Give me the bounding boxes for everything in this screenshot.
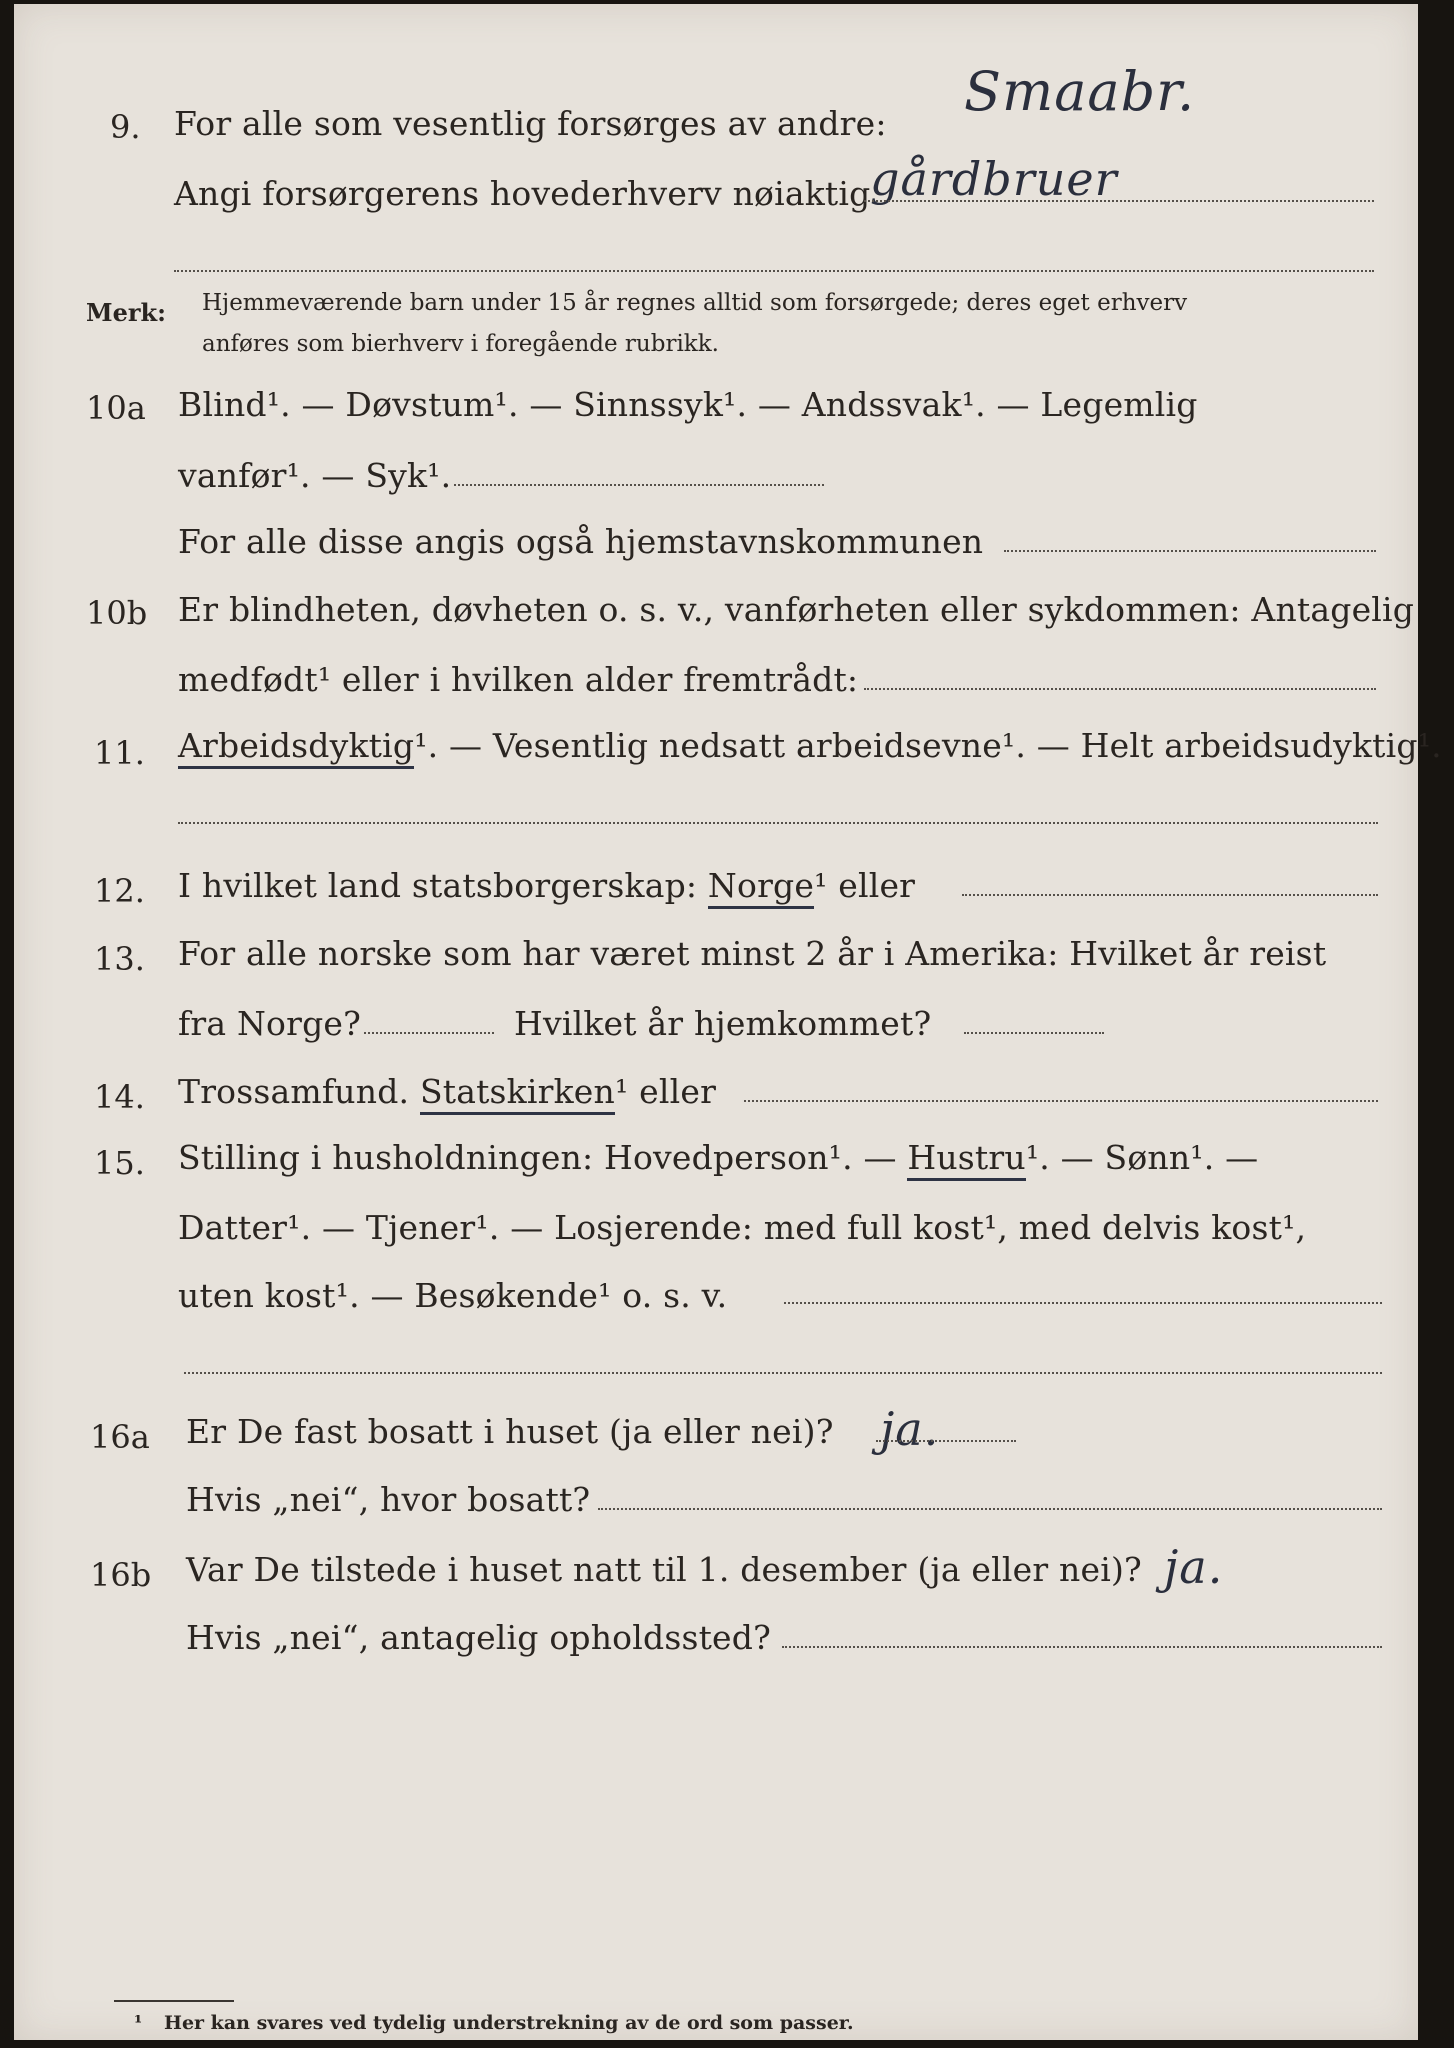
q10a-kommune-answer-line[interactable] — [1004, 550, 1376, 552]
q11-number: 11. — [94, 734, 145, 772]
q9-handwritten-note: Smaabr. — [964, 60, 1196, 123]
q9-answer-line[interactable] — [864, 200, 1374, 202]
q10b-number: 10b — [86, 594, 148, 632]
q12-post: ¹ eller — [814, 866, 916, 905]
q14-answer-line[interactable] — [744, 1100, 1378, 1102]
q9-question-line2: Angi forsørgerens hovederhverv nøiaktig — [174, 174, 871, 213]
q10a-syk-answer-line[interactable] — [454, 484, 824, 486]
q15-number: 15. — [94, 1144, 145, 1182]
merk-text-line2: anføres som bierhverv i foregående rubrikk. — [202, 331, 719, 357]
q14-underlined-option[interactable]: Statskirken — [420, 1072, 615, 1115]
q9-number: 9. — [110, 108, 141, 146]
q16b-opholdssted-answer-line[interactable] — [782, 1646, 1382, 1648]
q9-answer-line-2[interactable] — [174, 270, 1374, 272]
q15-line1a: Stilling i husholdningen: Hovedperson¹. — — [178, 1138, 897, 1177]
q13-hjemkommet-answer-line[interactable] — [964, 1032, 1104, 1034]
q15-underlined-option[interactable]: Hustru — [907, 1138, 1025, 1181]
merk-label: Merk: — [86, 298, 166, 327]
q15-line3: uten kost¹. — Besøkende¹ o. s. v. — [178, 1276, 728, 1315]
q9-question-line1: For alle som vesentlig forsørges av andre: — [174, 104, 887, 143]
q12-underlined-option[interactable]: Norge — [708, 866, 814, 909]
q15-line2: Datter¹. — Tjener¹. — Losjerende: med full kost¹, med delvis kost¹, — [178, 1208, 1307, 1247]
q10b-answer-line[interactable] — [864, 688, 1376, 690]
q11-underlined-option[interactable]: Arbeidsdyktig — [178, 726, 414, 769]
q10a-line2: vanfør¹. — Syk¹. — [178, 456, 452, 495]
q14-line — [178, 1072, 716, 1111]
q16a-line2: Hvis „nei“, hvor bosatt? — [186, 1480, 591, 1519]
q16a-line1: Er De fast bosatt i huset (ja eller nei)? — [186, 1412, 834, 1451]
q16a-answer-line[interactable] — [876, 1440, 1016, 1442]
q13-line2a: fra Norge? — [178, 1004, 362, 1043]
q12-line — [178, 866, 915, 905]
q16b-handwritten-answer: ja. — [1164, 1540, 1224, 1594]
q14-post: ¹ eller — [614, 1072, 717, 1111]
q15-line1b: ¹. — Sønn¹. — — [1025, 1138, 1259, 1177]
q15-line1 — [178, 1138, 1258, 1177]
q16b-number: 16b — [90, 1556, 152, 1594]
q13-line2b: Hvilket år hjemkommet? — [514, 1004, 932, 1043]
q11-line — [178, 726, 1442, 765]
merk-text-line1: Hjemmeværende barn under 15 år regnes alltid som forsørgede; deres eget erhverv — [202, 290, 1188, 316]
q14-number: 14. — [94, 1078, 145, 1116]
q13-line1: For alle norske som har været minst 2 år i Amerika: Hvilket år reist — [178, 934, 1327, 973]
q12-answer-line[interactable] — [962, 894, 1378, 896]
q12-pre: I hvilket land statsborgerskap: — [178, 866, 698, 905]
q16a-bosatt-answer-line[interactable] — [598, 1508, 1382, 1510]
q12-number: 12. — [94, 872, 145, 910]
q13-number: 13. — [94, 940, 145, 978]
q11-rest: ¹. — Vesentlig nedsatt arbeidsevne¹. — Helt arbeidsudyktig¹. — [414, 726, 1442, 765]
q9-handwritten-answer: gårdbruer — [870, 152, 1118, 206]
q15-answer-line-2[interactable] — [184, 1372, 1382, 1374]
q15-answer-line[interactable] — [784, 1302, 1382, 1304]
footnote-marker: ¹ — [134, 2012, 143, 2034]
q14-pre: Trossamfund. — [178, 1072, 410, 1111]
q16a-handwritten-answer: ja. — [880, 1402, 940, 1456]
census-form-page — [14, 4, 1442, 2040]
footnote-text: Her kan svares ved tydelig understrekning av de ord som passer. — [164, 2012, 854, 2034]
q10a-line3: For alle disse angis også hjemstavnskommunen — [178, 522, 984, 561]
q10b-line1: Er blindheten, døvheten o. s. v., vanførheten eller sykdommen: Antagelig — [178, 590, 1415, 629]
q16b-line1: Var De tilstede i huset natt til 1. desember (ja eller nei)? — [186, 1550, 1142, 1589]
q10b-line2: medfødt¹ eller i hvilken alder fremtrådt: — [178, 660, 859, 699]
q16a-number: 16a — [90, 1418, 150, 1456]
q10a-line1: Blind¹. — Døvstum¹. — Sinnssyk¹. — Andssvak¹. — Legemlig — [178, 385, 1198, 424]
footnote-rule — [114, 2000, 234, 2002]
q11-answer-line[interactable] — [178, 822, 1378, 824]
q13-reist-answer-line[interactable] — [364, 1032, 494, 1034]
q10a-number: 10a — [86, 389, 146, 427]
q16b-line2: Hvis „nei“, antagelig opholdssted? — [186, 1618, 771, 1657]
